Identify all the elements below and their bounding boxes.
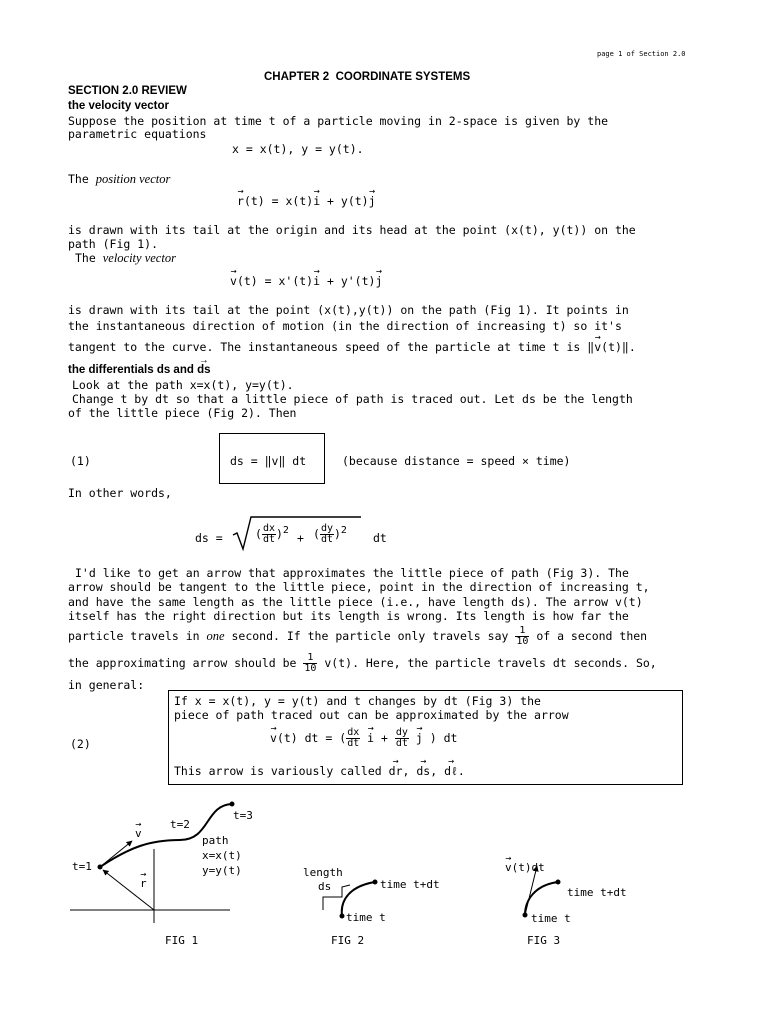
para5-line1: I'd like to get an arrow that approximates the little piece of path (Fig 3). The	[75, 566, 629, 580]
fig2-ds: ds	[318, 880, 332, 893]
fig2-caption: FIG 2	[331, 934, 365, 947]
eq-position: → r(t) = x(t)→ i + y(t)→ j	[237, 194, 376, 208]
fig3-vdt: → v(t)dt	[505, 861, 545, 875]
para5-line6: the approximating arrow should be $\frac{1}{10}$ v(t). Here, the particle travels dt seconds. So,	[68, 652, 657, 674]
para5-line3: and have the same length as the little piece (i.e., have length ds). The arrow v(t)	[68, 595, 643, 609]
fig3-time-tdt: time t+dt	[567, 886, 627, 899]
eq1-note: (because distance = speed × time)	[342, 454, 571, 468]
para2-line1: is drawn with its tail at the origin and its head at the point (x(t), y(t)) on the	[68, 223, 636, 237]
para1-line2: parametric equations	[68, 127, 207, 141]
para4-line3: of the little piece (Fig 2). Then	[68, 406, 297, 420]
para4-line1: Look at the path x=x(t), y=y(t).	[72, 378, 294, 392]
eq-ds-term1: ( $\frac{dx}{dt}$ )$^2$	[255, 523, 289, 545]
para5-line2: arrow should be tangent to the little piece, point in the direction of increasing t,	[68, 580, 650, 594]
page-header: page 1 of Section 2.0	[597, 50, 686, 58]
subsection-velocity: the velocity vector	[68, 100, 169, 112]
box2-line1: If x = x(t), y = y(t) and t changes by dt (Fig 3) the	[174, 694, 541, 708]
the-label-2: The velocity vector	[75, 251, 176, 265]
eq-ds-lhs: ds =	[195, 531, 223, 545]
para2-line2: path (Fig 1).	[68, 237, 159, 251]
term-position-vector: position vector	[95, 172, 171, 186]
box2-line3: This arrow is variously called → dr, → ds, → dℓ.	[174, 764, 465, 778]
the-label-1: The position vector	[68, 172, 171, 186]
subsection-differentials: the differentials ds and → ds	[68, 363, 211, 377]
fig1-path-y: y=y(t)	[202, 864, 242, 877]
fig2-time-tdt: time t+dt	[380, 878, 440, 891]
eq-parametric: x = x(t), y = y(t).	[232, 142, 364, 156]
term-velocity-vector: velocity vector	[102, 251, 176, 265]
chapter-title: CHAPTER 2 COORDINATE SYSTEMS	[264, 71, 471, 83]
para5-line7: in general:	[68, 678, 145, 692]
eq-ds-tail: dt	[373, 531, 387, 545]
para5-line5: particle travels in one second. If the particle only travels say $\frac{1}{10}$ of a second then	[68, 625, 648, 647]
fig1-t3: t=3	[233, 809, 253, 822]
eq-ds-term2: ( $\frac{dy}{dt}$ )$^2$	[313, 523, 347, 545]
fig1-path-x: x=x(t)	[202, 849, 242, 862]
box2-equation: → v(t) dt = ( $\frac{dx}{dt}$ → i + $\frac{dy}{dt}$ → j ) dt	[270, 726, 457, 750]
para5-line4: itself has the right direction but its length is wrong. Its length is how far the	[68, 609, 629, 623]
eq2-label: (2)	[70, 737, 91, 751]
fig1-r: → r	[140, 877, 147, 891]
eq1-formula: ds = ‖v‖ dt	[230, 454, 307, 468]
fig1-t1: t=1	[72, 860, 92, 873]
eq-velocity: → v(t) = x'(t)→ i + y'(t)→ j	[230, 274, 382, 288]
fig2-time-t: time t	[346, 911, 386, 924]
fig1-caption: FIG 1	[165, 934, 199, 947]
in-other-words: In other words,	[68, 486, 172, 500]
eq1-label: (1)	[70, 454, 91, 468]
para3-line2: the instantaneous direction of motion (in the direction of increasing t) so it's	[68, 319, 622, 333]
fig3-time-t: time t	[531, 912, 571, 925]
fig3-caption: FIG 3	[527, 934, 561, 947]
fig1-t2: t=2	[170, 818, 190, 831]
para3-line1: is drawn with its tail at the point (x(t),y(t)) on the path (Fig 1). It points in	[68, 303, 629, 317]
para3-line3: tangent to the curve. The instantaneous speed of the particle at time t is ‖→ v(t)‖.	[68, 340, 636, 354]
box2-line2: piece of path traced out can be approximated by the arrow	[174, 708, 569, 722]
fig1-v: → v	[135, 827, 142, 841]
para4-line2: Change t by dt so that a little piece of path is traced out. Let ds be the length	[72, 392, 633, 406]
section-title: SECTION 2.0 REVIEW	[68, 85, 187, 97]
eq-ds-plus: +	[297, 531, 304, 545]
para1-line1: Suppose the position at time t of a particle moving in 2-space is given by the	[68, 114, 609, 128]
fig1-path: path	[202, 834, 229, 847]
fig2-length: length	[303, 866, 343, 879]
